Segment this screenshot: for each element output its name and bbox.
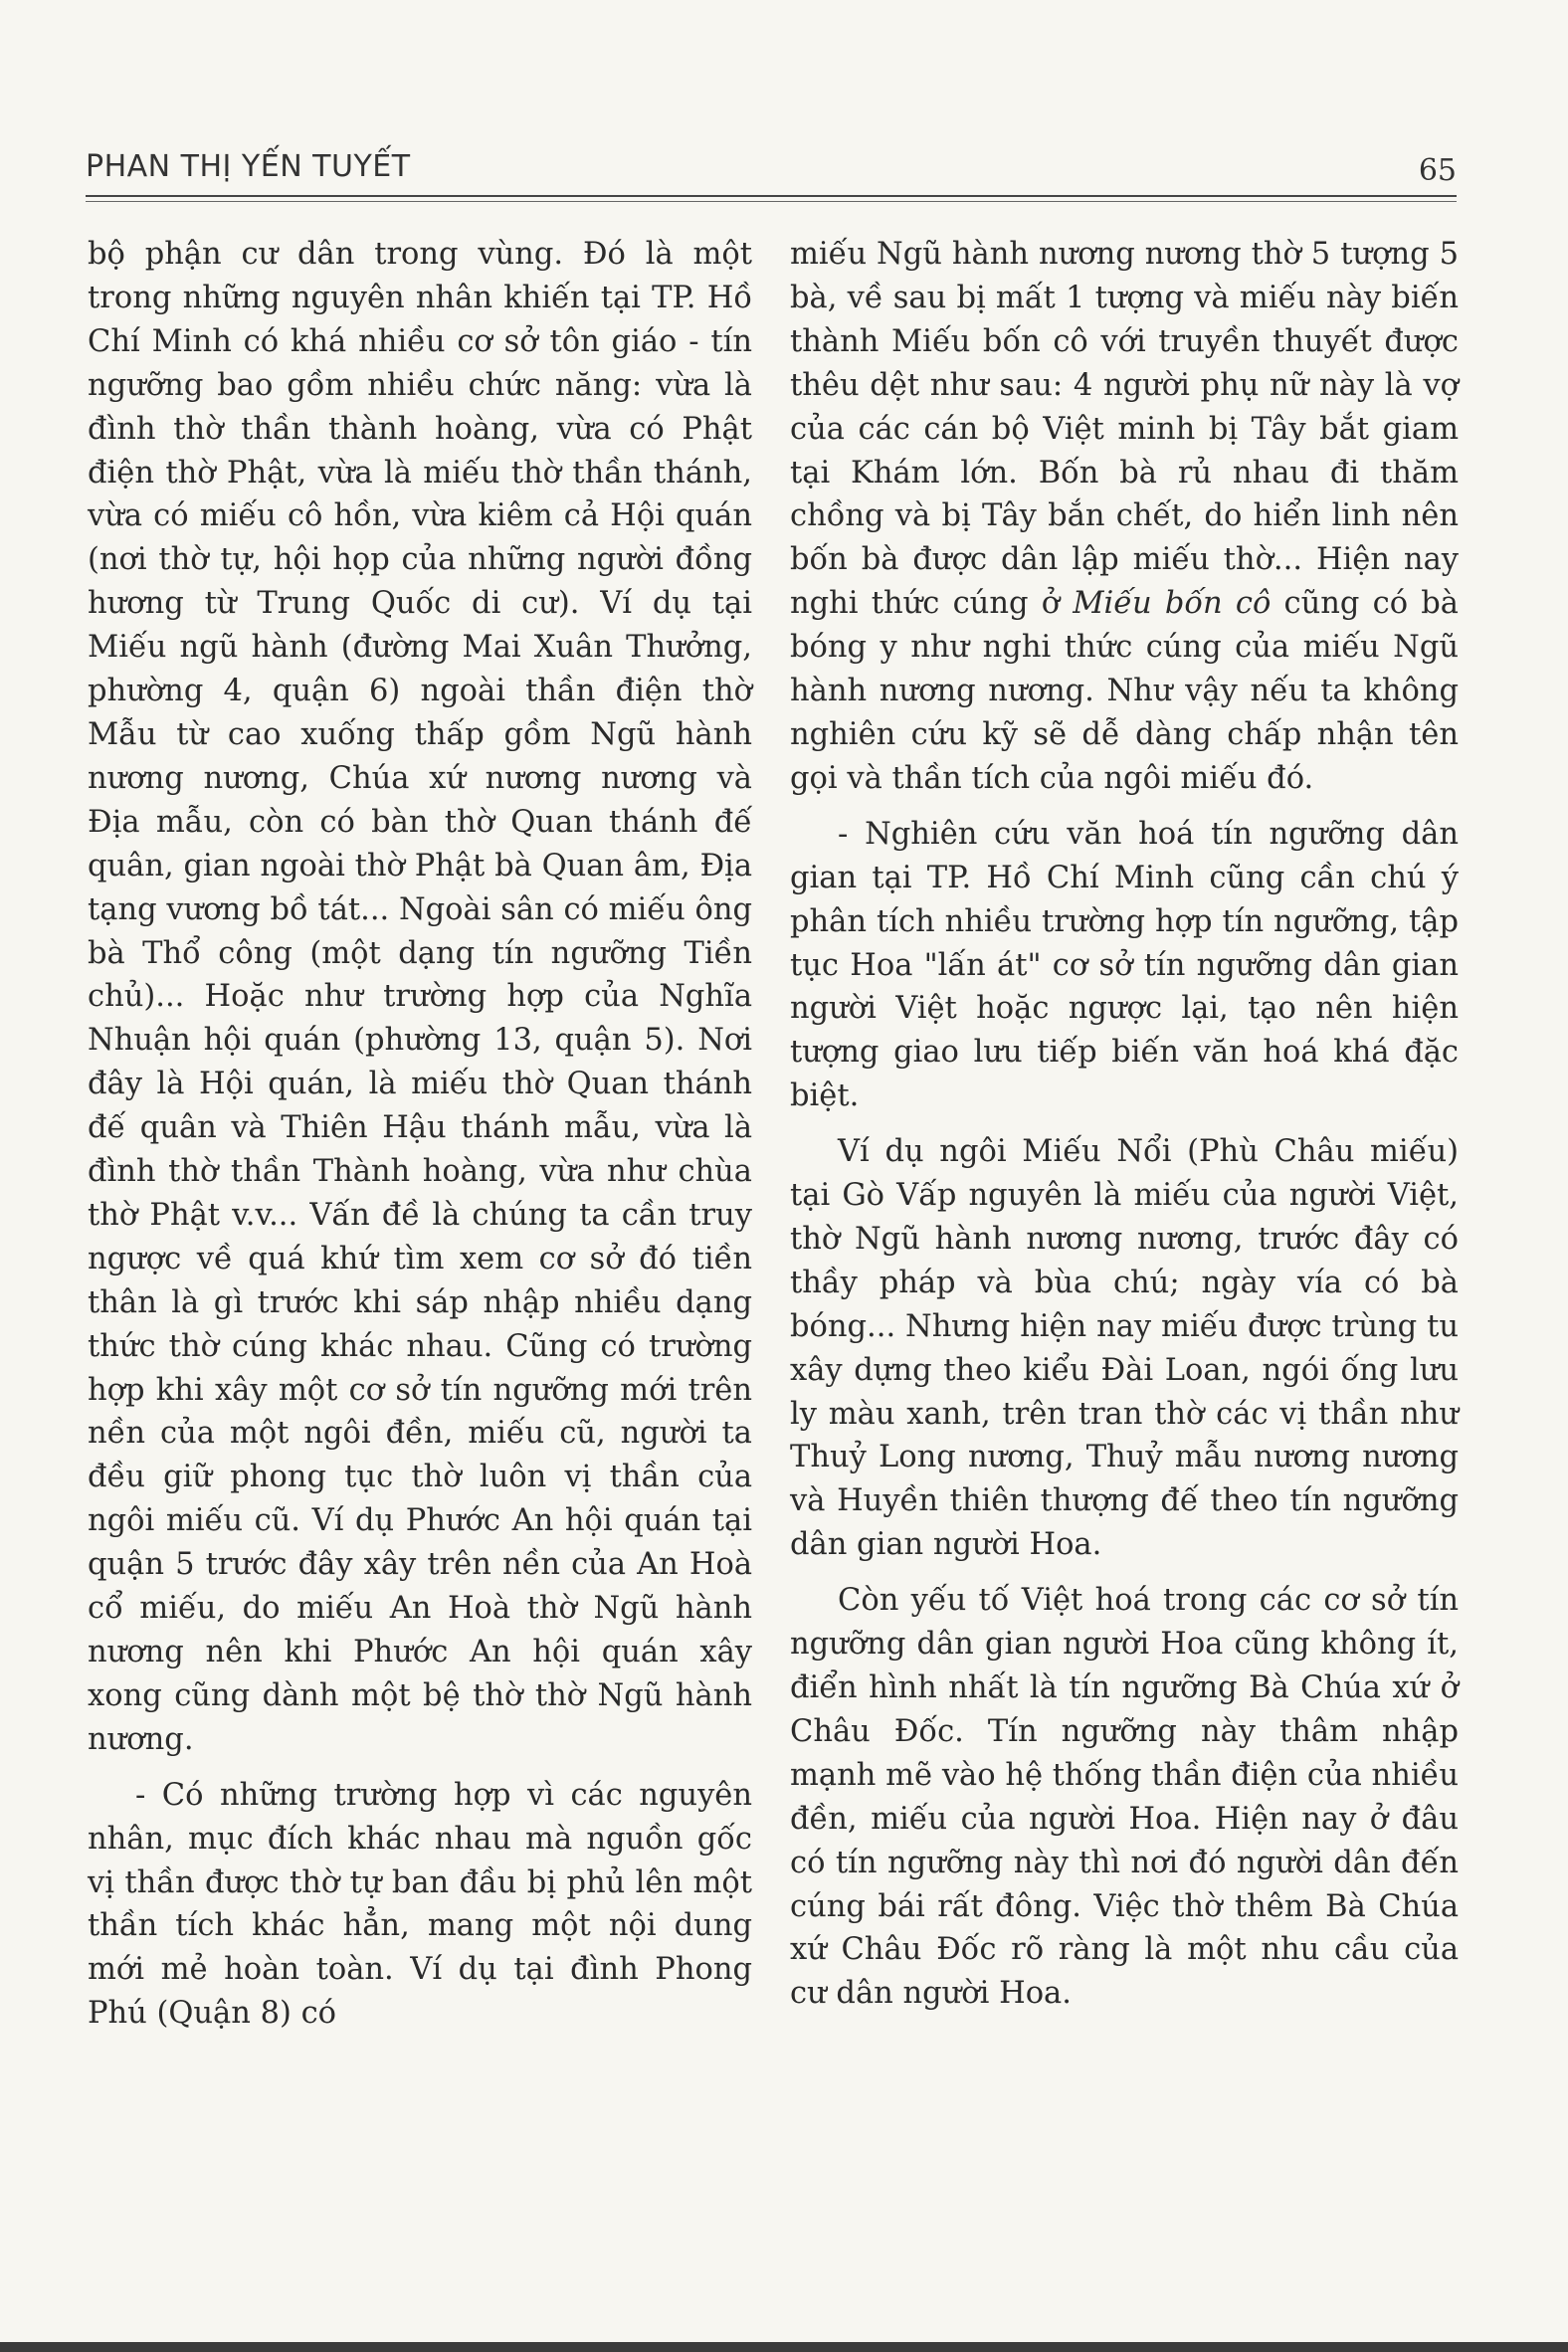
scan-bottom-edge bbox=[0, 2342, 1568, 2352]
page-header bbox=[86, 149, 1457, 193]
running-head: PHAN THỊ YẾN TUYẾT bbox=[86, 149, 411, 184]
right-paragraph-1-text-b: cũng có bà bóng y như nghi thức cúng của miếu Ngũ hành nương nương. Như vậy nếu ta không nghiên cứu kỹ sẽ dễ dàng chấp nhận tên gọi và thần tích của ngôi miếu đó. bbox=[790, 586, 1459, 796]
right-paragraph-2: - Nghiên cứu văn hoá tín ngưỡng dân gian tại TP. Hồ Chí Minh cũng cần chú ý phân tích nhiều trường hợp tín ngưỡng, tập tục Hoa "lấn át" cơ sở tín ngưỡng dân gian người Việt hoặc ngược lại, tạo nên hiện tượng giao lưu tiếp biến văn hoá khá đặc biệt. bbox=[790, 816, 1459, 1114]
right-column bbox=[790, 233, 1459, 2016]
right-paragraph-4: Còn yếu tố Việt hoá trong các cơ sở tín ngưỡng dân gian người Hoa cũng không ít, điển hình nhất là tín ngưỡng Bà Chúa xứ ở Châu Đốc. Tín ngưỡng này thâm nhập mạnh mẽ vào hệ thống thần điện của nhiều đền, miếu của người Hoa. Hiện nay ở đâu có tín ngưỡng này thì nơi đó người dân đến cúng bái rất đông. Việc thờ thêm Bà Chúa xứ Châu Đốc rõ ràng là một nhu cầu của cư dân người Hoa. bbox=[790, 1583, 1459, 2012]
left-paragraph-1: bộ phận cư dân trong vùng. Đó là một trong những nguyên nhân khiến tại TP. Hồ Chí Minh có khá nhiều cơ sở tôn giáo - tín ngưỡng bao gồm nhiều chức năng: vừa là đình thờ thần thành hoàng, vừa có Phật điện thờ Phật, vừa là miếu thờ thần thánh, vừa có miếu cô hồn, vừa kiêm cả Hội quán (nơi thờ tự, hội họp của những người đồng hương từ Trung Quốc di cư). Ví dụ tại Miếu ngũ hành (đường Mai Xuân Thưởng, phường 4, quận 6) ngoài thần điện thờ Mẫu từ cao xuống thấp gồm Ngũ hành nương nương, Chúa xứ nương nương và Địa mẫu, còn có bàn thờ Quan thánh đế quân, gian ngoài thờ Phật bà Quan âm, Địa tạng vương bồ tát... Ngoài sân có miếu ông bà Thổ công (một dạng tín ngưỡng Tiền chủ)... Hoặc như trường hợp của Nghĩa Nhuận hội quán (phường 13, quận 5). Nơi đây là Hội quán, là miếu thờ Quan thánh đế quân và Thiên Hậu thánh mẫu, vừa là đình thờ thần Thành hoàng, vừa như chùa thờ Phật v.v... Vấn đề là chúng ta cần truy ngược về quá khứ tìm xem cơ sở đó tiền thân là gì trước khi sáp nhập nhiều dạng thức thờ cúng khác nhau. Cũng có trường hợp khi xây một cơ sở tín ngưỡng mới trên nền của một ngôi đền, miếu cũ, người ta đều giữ phong tục thờ luôn vị thần của ngôi miếu cũ. Ví dụ Phước An hội quán tại quận 5 trước đây xây trên nền của An Hoà cổ miếu, do miếu An Hoà thờ Ngũ hành nương nên khi Phước An hội quán xây xong cũng dành một bệ thờ thờ Ngũ hành nương. bbox=[88, 237, 752, 1757]
header-rule-secondary bbox=[86, 201, 1457, 202]
right-paragraph-1-text-a: miếu Ngũ hành nương nương thờ 5 tượng 5 bà, về sau bị mất 1 tượng và miếu này biến thành Miếu bốn cô với truyền thuyết được thêu dệt như sau: 4 người phụ nữ này là vợ của các cán bộ Việt minh bị Tây bắt giam tại Khám lớn. Bốn bà rủ nhau đi thăm chồng và bị Tây bắn chết, do hiển linh nên bốn bà được dân lập miếu thờ... Hiện nay nghi thức cúng ở bbox=[790, 237, 1459, 622]
left-column bbox=[88, 233, 752, 2036]
header-rule bbox=[86, 195, 1457, 197]
left-paragraph-2: - Có những trường hợp vì các nguyên nhân, mục đích khác nhau mà nguồn gốc vị thần được thờ tự ban đầu bị phủ lên một thần tích khác hẳn, mang một nội dung mới mẻ hoàn toàn. Ví dụ tại đình Phong Phú (Quận 8) có bbox=[88, 1777, 752, 2032]
right-paragraph-1-emphasis: Miếu bốn cô bbox=[1073, 586, 1272, 622]
page-number: 65 bbox=[1418, 153, 1457, 188]
right-paragraph-1 bbox=[790, 233, 1459, 801]
right-paragraph-3: Ví dụ ngôi Miếu Nổi (Phù Châu miếu) tại Gò Vấp nguyên là miếu của người Việt, thờ Ngũ hành nương nương, trước đây có thầy pháp và bùa chú; ngày vía có bà bóng... Nhưng hiện nay miếu được trùng tu xây dựng theo kiểu Đài Loan, ngói ống lưu ly màu xanh, trên tran thờ các vị thần như Thuỷ Long nương, Thuỷ mẫu nương nương và Huyền thiên thượng đế theo tín ngưỡng dân gian người Hoa. bbox=[790, 1134, 1459, 1563]
